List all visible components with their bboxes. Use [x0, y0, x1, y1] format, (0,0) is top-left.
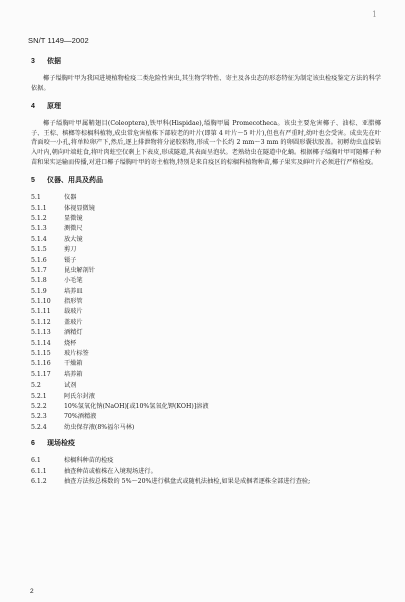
page-number: 2 [30, 588, 34, 595]
section-number: 6 [31, 440, 35, 448]
item-label: 酒精灯 [64, 329, 83, 337]
item-label: 放大镜 [64, 235, 83, 243]
list-item [31, 214, 381, 224]
item-number: 5.2.4 [31, 423, 47, 431]
list-item [31, 412, 381, 422]
item-label: 小毛笔 [64, 277, 83, 285]
item-label: 幼虫保存液(8%福尔马林) [64, 423, 135, 431]
list-item [31, 370, 381, 380]
subsection-heading [31, 193, 381, 203]
item-number: 5.1.7 [31, 266, 47, 274]
section-title: 依据 [47, 58, 61, 65]
list-item [31, 339, 381, 349]
list-item [31, 318, 381, 328]
item-label: 培养皿 [64, 287, 83, 295]
list-item [31, 392, 381, 402]
item-number: 5.1.11 [31, 308, 51, 316]
list-item [31, 349, 381, 359]
section-heading [31, 438, 381, 449]
item-label: 载玻片 [64, 308, 83, 316]
section-title: 现场检疫 [47, 440, 75, 448]
document-body [31, 56, 381, 487]
section-number: 3 [31, 58, 35, 65]
list-item [31, 287, 381, 297]
item-number: 6.1 [31, 457, 41, 465]
item-number: 5.1.16 [31, 360, 51, 368]
standard-number: SN/T 1149—2002 [28, 36, 89, 45]
item-number: 5.2.1 [31, 392, 47, 400]
list-item [31, 467, 381, 477]
section-heading [31, 56, 381, 67]
item-number: 5.1.5 [31, 246, 47, 254]
item-label: 体视显微镜 [64, 204, 95, 212]
list-item [31, 224, 381, 234]
list-item [31, 402, 381, 412]
subsection-heading [31, 456, 381, 466]
list-item [31, 245, 381, 255]
corner-mark: 1 [372, 10, 378, 19]
item-number: 5.1 [31, 194, 41, 202]
section-number: 5 [31, 177, 35, 185]
item-number: 5.1.6 [31, 256, 47, 264]
section-heading [31, 175, 381, 186]
item-number: 6.1.1 [31, 467, 47, 475]
section-number: 4 [31, 103, 35, 111]
list-item [31, 235, 381, 245]
section-paragraph: 椰子缢胸叶甲为我国进境植物检疫二类危险性害虫,其生物学特性、寄主及各虫态的形态特征为制定该虫检疫鉴定方法的科学依据。 [31, 75, 381, 92]
item-label: 昆虫解剖针 [64, 266, 95, 274]
subsection-heading [31, 381, 381, 391]
list-item [31, 307, 381, 317]
item-number: 5.1.4 [31, 235, 47, 243]
list-item [31, 423, 381, 433]
item-label: 显微镜 [64, 214, 83, 222]
section-heading [31, 101, 381, 112]
item-number: 5.1.17 [31, 370, 51, 378]
item-number: 5.1.14 [31, 339, 51, 347]
item-label: 指形管 [64, 298, 83, 306]
section-paragraph: 椰子缢胸叶甲属鞘翅目(Coleoptera),铁甲科(Hispidae),缢胸甲属 Promecotheca。该虫主要危害椰子、油棕、亚腊椰子、王棕、槟榔等棕榈科植物,成虫常危害植株下部较老的叶片(即第 4 叶片～5 叶片),但也有严重时,幼叶也会受害。成虫先在叶背面咬一小孔,将单粒卵产下,然后,逐上排泄物将分泌胶粘物,形成一个长约 2 mm～3 mm 的卵圆形囊状胶盖。初孵幼虫直接钻入叶内,朝向叶端蛀食,将叶肉蛀空仅剩上下表皮,形成隧道,其表面呈泡状。老熟幼虫在隧道中化蛹。根据椰子缢胸叶甲可随椰子种苗和果实运输而传播,对进口椰子缢胸叶甲的寄主植物,特别是来自疫区的棕榈科植物种苗,椰子果实及鲜叶片必须进行严格检疫。 [31, 120, 381, 166]
section-title: 仪器、用具及药品 [47, 177, 103, 185]
item-label: 仪器 [64, 194, 77, 202]
item-label: 抽查种苗或植株在入境现场进行。 [64, 467, 157, 475]
list-item [31, 276, 381, 286]
item-label: 棕榈科种苗的检疫 [64, 457, 114, 465]
item-number: 6.1.2 [31, 477, 47, 485]
list-item [31, 297, 381, 307]
item-number: 5.1.8 [31, 277, 47, 285]
item-number: 5.1.2 [31, 214, 47, 222]
item-number: 5.1.10 [31, 298, 51, 306]
item-label: 盖玻片 [64, 318, 83, 326]
list-item [31, 477, 381, 487]
item-label: 剪刀 [64, 246, 77, 254]
item-label: 抽查方法按总株数的 5%～20%进行棋盘式或随机法抽检,如果是成捆者逐株全部进行查验; [64, 477, 311, 485]
item-number: 5.1.13 [31, 329, 51, 337]
item-label: 镊子 [64, 256, 77, 264]
section-title: 原理 [47, 103, 61, 111]
item-number: 5.1.3 [31, 225, 47, 233]
list-item [31, 266, 381, 276]
item-number: 5.2.2 [31, 402, 47, 410]
item-label: 烧杯 [64, 339, 77, 347]
item-label: 玻片标签 [64, 350, 89, 358]
item-label: 10%氢氧化钠(NaOH)[或10%氢氧化钾(KOH)]溶液 [64, 402, 209, 410]
item-number: 5.1.12 [31, 318, 51, 326]
item-label: 测微尺 [64, 225, 83, 233]
item-label: 试剂 [64, 382, 77, 390]
item-label: 干燥箱 [64, 360, 83, 368]
item-number: 5.1.15 [31, 350, 51, 358]
list-item [31, 204, 381, 214]
list-item [31, 256, 381, 266]
list-item [31, 328, 381, 338]
list-item [31, 359, 381, 369]
item-number: 5.1.1 [31, 204, 47, 212]
item-number: 5.2 [31, 382, 41, 390]
item-label: 70%酒精液 [64, 413, 97, 421]
item-number: 5.2.3 [31, 413, 47, 421]
item-label: 阿氏尔封液 [64, 392, 95, 400]
item-label: 培养箱 [64, 370, 83, 378]
item-number: 5.1.9 [31, 287, 47, 295]
